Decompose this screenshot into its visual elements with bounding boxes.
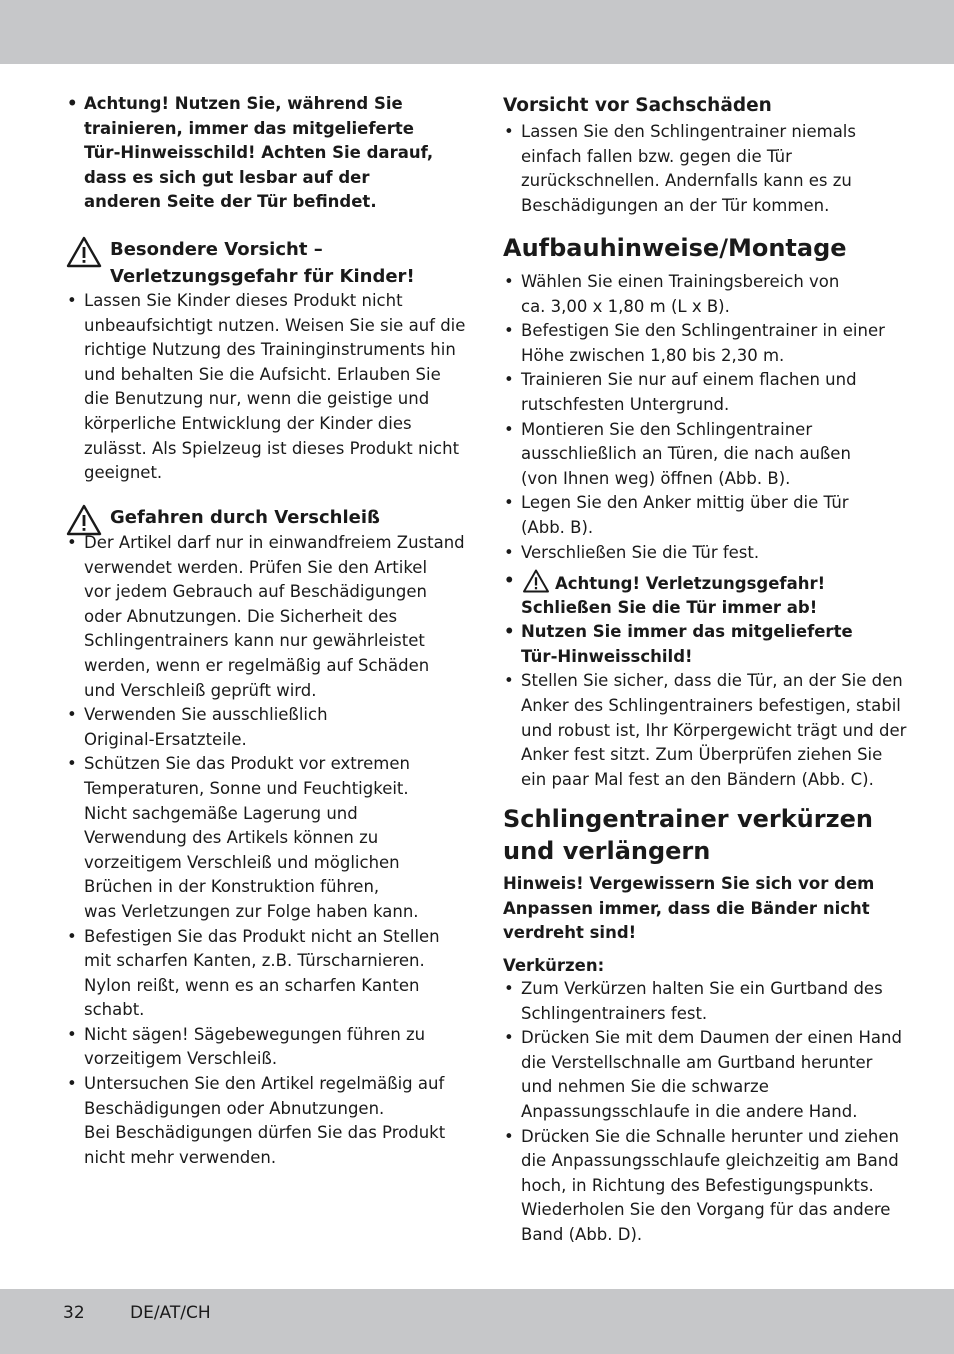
list-item: • Drücken Sie mit dem Daumen der einen Hand die Verstellschnalle am Gurtband herunter und nehmen Sie die schwarze Anpassungsschlaufe in die andere Hand. (504, 1028, 902, 1121)
list-item: • Der Artikel darf nur in einwandfreiem Zustand verwendet werden. Prüfen Sie den Artikel vor jedem Gebrauch auf Beschädigungen oder Abnutzungen. Die Sicherheit des Schlingentrainers kann nur gewährleistet werden, wenn er regelmäßig auf Schäden und Verschleiß geprüft wird. (67, 533, 465, 700)
children-warning-heading: Besondere Vorsicht – Verletzungsgefahr für Kinder! (66, 236, 450, 290)
property-damage-list (503, 120, 895, 218)
list-item: • Achtung! Nutzen Sie, während Sie trainieren, immer das mitgelieferte Tür-Hinweisschild! Achten Sie darauf, dass es sich gut lesbar auf der anderen Seite der Tür befindet. (67, 94, 434, 212)
assembly-list (503, 270, 907, 792)
list-item: • Legen Sie den Anker mittig über die Tür (Abb. B). (504, 493, 849, 537)
shorten-subheading: Verkürzen: (503, 956, 605, 975)
list-item: • Nicht sägen! Sägebewegungen führen zu vorzeitigem Verschleiß. (67, 1024, 426, 1069)
list-item: • Befestigen Sie das Produkt nicht an Stellen mit scharfen Kanten, z.B. Türscharnieren. Nylon reißt, wenn es an scharfen Kanten schabt. (67, 926, 440, 1020)
list-item: • Befestigen Sie den Schlingentrainer in einer Höhe zwischen 1,80 bis 2,30 m. (504, 321, 885, 365)
list-item: • Montieren Sie den Schlingentrainer ausschließlich an Türen, die nach außen (von Ihnen weg) öffnen (Abb. B). (504, 419, 851, 488)
page-number: 32 (63, 1303, 85, 1323)
warning-triangle-icon (521, 569, 551, 593)
children-warning-list (66, 289, 466, 486)
list-item: • Stellen Sie sicher, dass die Tür, an der Sie den Anker des Schlingentrainers befestigen, stabil und robust ist, Ihr Körpergewicht trägt und der Anker fest sitzt. Zum Überprüfen ziehen Sie ein paar Mal fest an den Bändern (Abb. C). (504, 671, 907, 789)
intro-warning (66, 92, 450, 215)
wear-warning-list (66, 531, 465, 1170)
list-item: • Trainieren Sie nur auf einem flachen und rutschfesten Untergrund. (504, 370, 857, 414)
list-item: • Verwenden Sie ausschließlich Original-Ersatzteile. (67, 705, 328, 749)
assembly-heading: Aufbauhinweise/Montage (503, 234, 847, 262)
wear-warning-heading: Gefahren durch Verschleiß (66, 504, 450, 531)
list-item: • Untersuchen Sie den Artikel regelmäßig auf Beschädigungen oder Abnutzungen. Bei Beschädigungen dürfen Sie das Produkt nicht mehr verwenden. (67, 1074, 446, 1167)
property-damage-heading: Vorsicht vor Sachschäden (503, 95, 772, 116)
adjust-heading: Schlingentrainer verkürzen und verlängern (503, 805, 873, 865)
warning-triangle-icon (66, 236, 102, 268)
shorten-list (503, 977, 902, 1248)
header-band (0, 0, 954, 64)
list-item: • Wählen Sie einen Trainingsbereich von ca. 3,00 x 1,80 m (L x B). (504, 272, 840, 316)
list-item: • Verschließen Sie die Tür fest. (504, 542, 760, 562)
list-item: • Zum Verkürzen halten Sie ein Gurtband des Schlingentrainers fest. (504, 979, 883, 1023)
adjust-note: Hinweis! Vergewissern Sie sich vor dem Anpassen immer, dass die Bänder nicht verdreht sind! (503, 874, 875, 943)
list-item: • Schützen Sie das Produkt vor extremen Temperaturen, Sonne und Feuchtigkeit. Nicht sachgemäße Lagerung und Verwendung des Artikels können zu vorzeitigem Verschleiß und möglichen Brüchen in der Konstruktion führen, was Verletzungen zur Folge haben kann. (67, 754, 419, 921)
list-item: • Lassen Sie den Schlingentrainer niemals einfach fallen bzw. gegen die Tür zurückschnellen. Andernfalls kann es zu Beschädigungen an der Tür kommen. (504, 122, 856, 215)
list-item: • Lassen Sie Kinder dieses Produkt nicht unbeaufsichtigt nutzen. Weisen Sie sie auf die richtige Nutzung des Traininginstruments hin und behalten Sie die Aufsicht. Erlauben Sie die Benutzung nur, wenn die geistige und körperliche Entwicklung der Kinder dies zulässt. Als Spielzeug ist dieses Produkt nicht geeignet. (67, 291, 466, 483)
list-item: • Achtung! Verletzungsgefahr! Schließen Sie die Tür immer ab! (504, 571, 826, 618)
language-code: DE/AT/CH (130, 1303, 211, 1323)
list-item: • Drücken Sie die Schnalle herunter und ziehen die Anpassungsschlaufe gleichzeitig am Band hoch, in Richtung des Befestigungspunkts. Wiederholen Sie den Vorgang für das andere Band (Abb. D). (504, 1126, 899, 1244)
list-item: • Nutzen Sie immer das mitgelieferte Tür-Hinweisschild! (504, 622, 853, 666)
